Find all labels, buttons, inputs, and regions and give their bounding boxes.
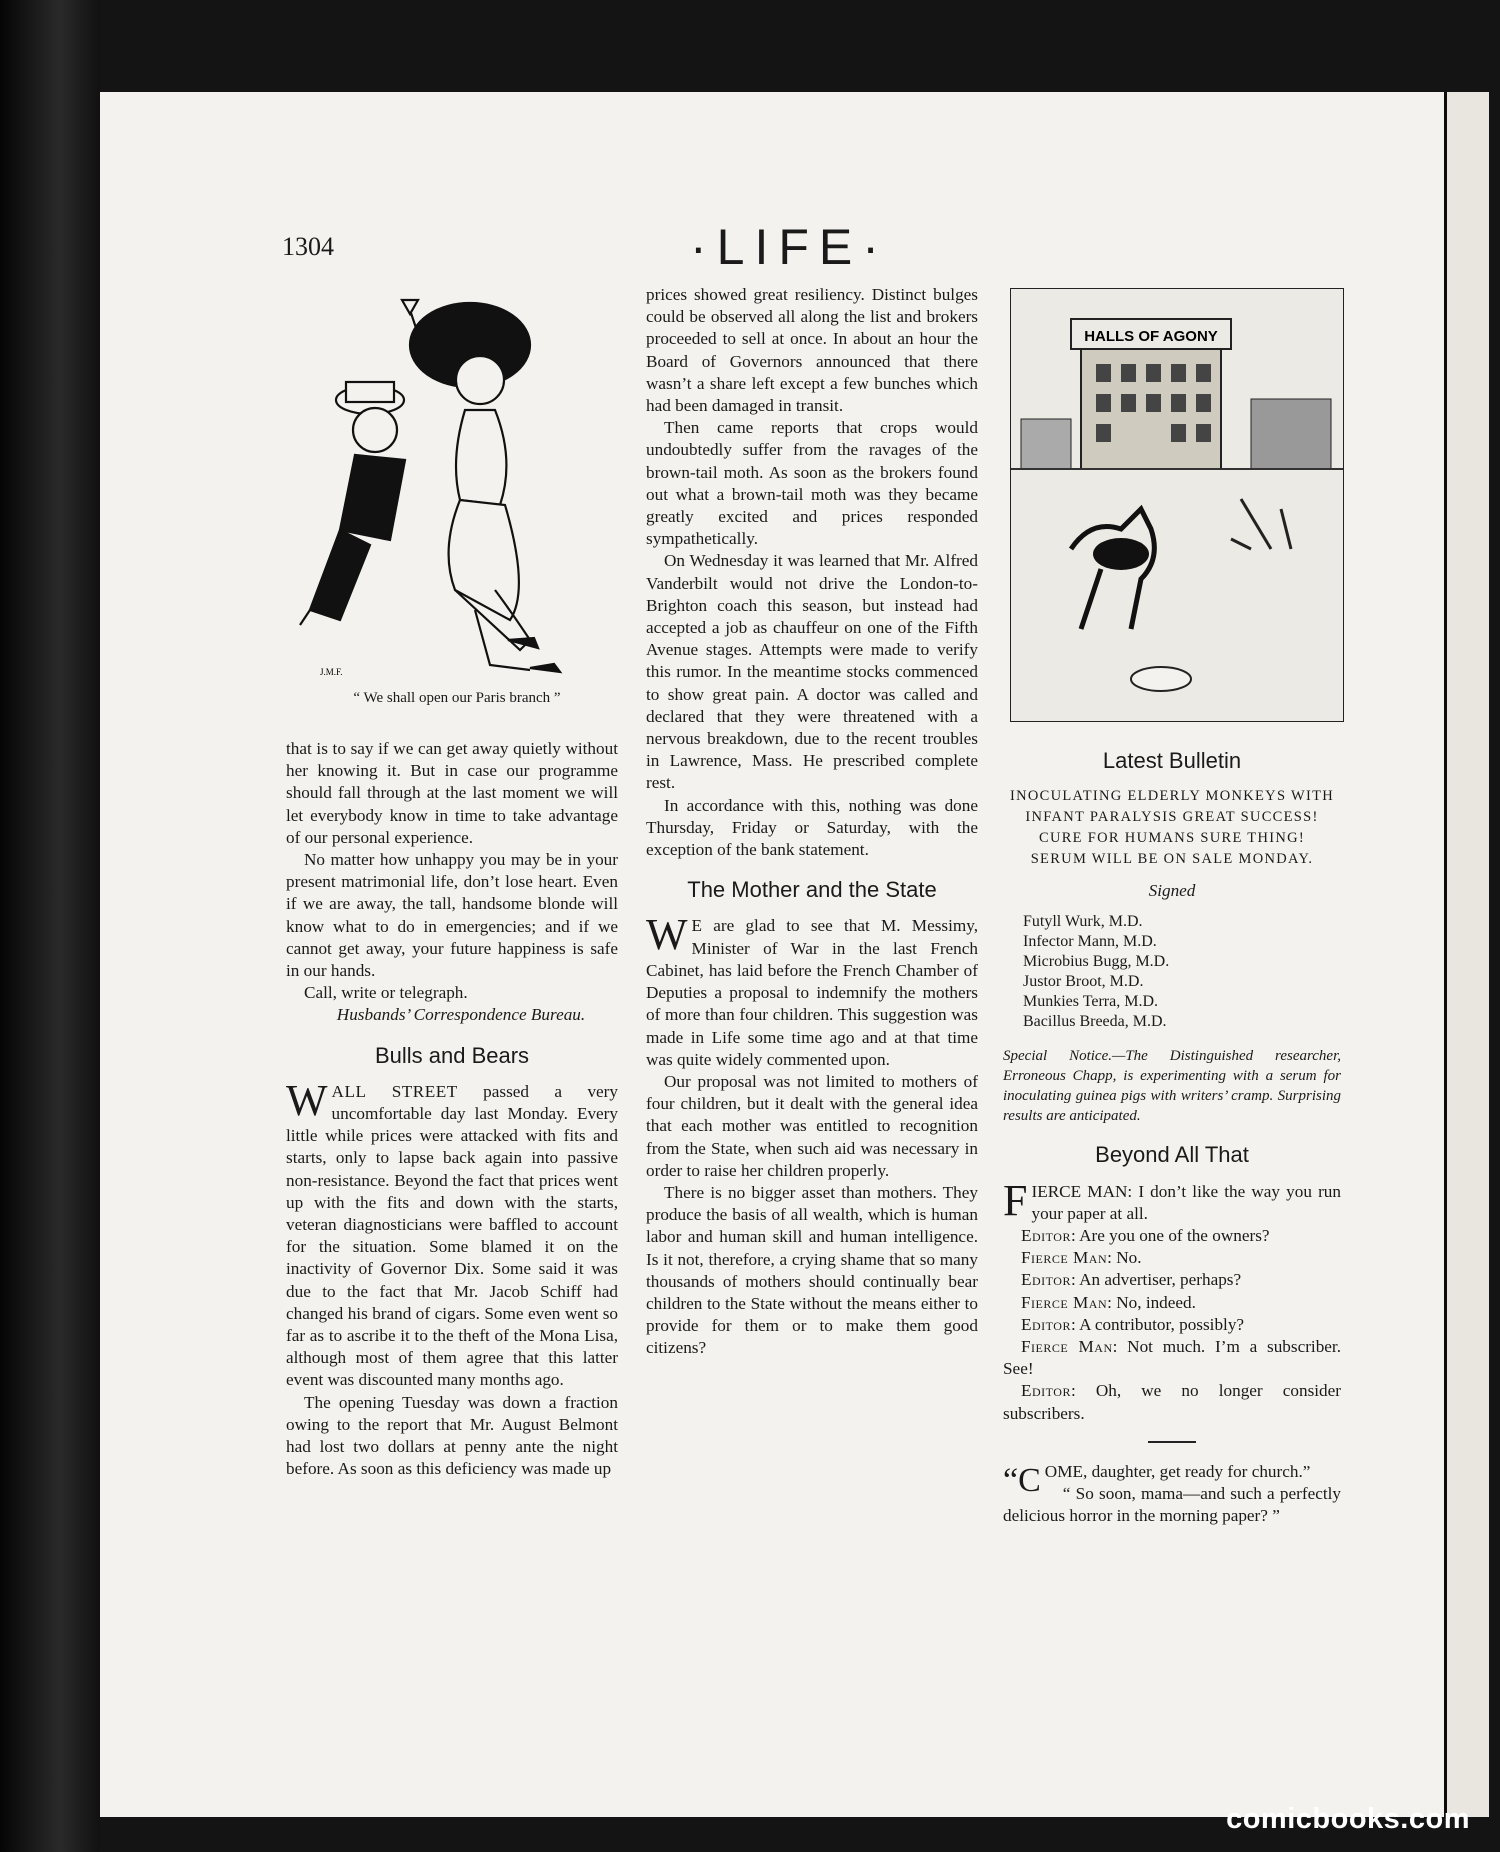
col2-paragraph: Then came reports that crops would undoubtedly suffer from the ravages of the brown-tail moth. As soon as the brokers found out what a brown-tail moth was they became greatly excited and prices responded sympathetically. (646, 418, 978, 549)
column-2 (646, 284, 978, 1360)
bulletin-line: INFANT PARALYSIS GREAT SUCCESS! (1025, 809, 1319, 826)
page-number: 1304 (282, 232, 334, 261)
column-1 (286, 738, 618, 1481)
bulletin-line: INOCULATING ELDERLY MONKEYS WITH (1009, 788, 1335, 805)
dropcap: W (286, 1075, 328, 1125)
speaker-label: Fierce Man (1021, 1292, 1108, 1312)
dropcap: “C (1003, 1461, 1041, 1499)
bulletin-line: CURE FOR HUMANS SURE THING! (1038, 830, 1306, 847)
speaker-label: Editor (1021, 1381, 1071, 1401)
dialogue-line: : Not much. I’m a subscriber. See! (1003, 1337, 1341, 1379)
building-sign: HALLS OF AGONY (1084, 328, 1218, 345)
dialogue-line: : Oh, we no longer consider subscribers. (1003, 1381, 1341, 1423)
speaker-label: Editor (1021, 1226, 1071, 1246)
dialogue-line: : Are you one of the owners? (1070, 1226, 1270, 1246)
col1-paragraph: Call, write or telegraph. (304, 983, 468, 1003)
col2-paragraph: On Wednesday it was learned that Mr. Alfred Vanderbilt would not drive the London-to-Brighton coach this season, but instead had accepted a job as chauffeur on one of the Fifth Avenue stages. Attempts were made to verify this rumor. In the meantime stocks commenced to show great pain. A doctor was called and declared that they were threatened with a nervous breakdown, due to the recent troubles in Lawrence, Mass. He prescribed complete rest. (646, 551, 978, 793)
joke-line: “ So soon, mama—and such a perfectly delicious horror in the morning paper? ” (1003, 1484, 1341, 1526)
dialogue-line: : No. (1107, 1248, 1142, 1268)
cartoon-couple-illustration (280, 290, 630, 680)
heading-latest-bulletin: Latest Bulletin (1102, 748, 1242, 773)
col1-paragraph: The opening Tuesday was down a fraction owing to the report that Mr. August Belmont had lost two dollars at penny ante the night before. As soon as this deficiency was made up (286, 1392, 618, 1479)
speaker-label: Fierce Man (1021, 1337, 1113, 1357)
col2-paragraph: prices showed great resiliency. Distinct bulges could be observed all along the list and brokers proceeded to sell at once. In about an hour the Board of Governors announced that there wasn’t a share left except a few bunches which had been damaged in transit. (646, 285, 978, 416)
dialogue-line: : A contributor, possibly? (1070, 1314, 1245, 1334)
col1-paragraph: that is to say if we can get away quietly without her knowing it. But in case our programme should fall through at the last moment we will let everybody know in time to take advantage of our personal experience. (286, 739, 618, 847)
doctor-name: Justor Broot, M.D. (1023, 973, 1144, 991)
masthead-title: ·LIFE· (690, 219, 889, 275)
bulletin-line: SERUM WILL BE ON SALE MONDAY. (1030, 851, 1314, 868)
heading-bulls-and-bears: Bulls and Bears (374, 1042, 530, 1068)
dropcap: F (1003, 1175, 1028, 1225)
section-divider (1148, 1441, 1196, 1443)
col2-paragraph: Our proposal was not limited to mothers of four children, but it dealt with the general idea that each mother was entitled to recognition from the State, when such aid was necessary in order to raise her children properly. (646, 1071, 978, 1180)
col2-paragraph: In accordance with this, nothing was done Thursday, Friday or Saturday, with the exception of the bank statement. (646, 795, 978, 860)
special-notice: Special Notice.—The Distinguished researcher, Erroneous Chapp, is experimenting with a serum for inoculating guinea pigs with writers’ cramp. Surprising results are anticipated. (1003, 1048, 1341, 1125)
dropcap: W (646, 910, 688, 960)
col1-paragraph: No matter how unhappy you may be in your present matrimonial life, don’t lose heart. Even if we are away, the tall, handsome blonde will know what to do in emergencies; and if we cannot get away, your future happiness is safe in our hands. (286, 850, 618, 981)
joke-line: OME, daughter, get ready for church.” (1044, 1461, 1311, 1481)
halls-of-agony-illustration (1010, 288, 1344, 722)
doctor-name: Microbius Bugg, M.D. (1023, 953, 1170, 971)
doctor-name: Futyll Wurk, M.D. (1023, 913, 1143, 931)
speaker-label: Editor (1021, 1314, 1071, 1334)
illustration-signature: J.M.F. (320, 667, 343, 677)
scan-edge-left (0, 0, 100, 1852)
col1-signoff: Husbands’ Correspondence Bureau. (336, 1005, 586, 1025)
speaker-label: Fierce Man (1021, 1248, 1108, 1268)
col2-paragraph: are glad to see that M. Messimy, Minister of War in the last French Cabinet, has laid before the French Chamber of Deputies a proposal to indemnify the mothers of more than four children. This suggestion was made in Life some time ago and at that time was quite widely commented upon. (646, 916, 978, 1069)
signed-label: Signed (1148, 881, 1196, 901)
doctor-name: Munkies Terra, M.D. (1023, 993, 1159, 1011)
doctor-name: Infector Mann, M.D. (1023, 933, 1157, 951)
watermark: comicbooks.com (1226, 1803, 1470, 1835)
illustration-caption: “ We shall open our Paris branch ” (353, 690, 561, 706)
dialogue-line: IERCE MAN: I don’t like the way you run your paper at all. (1031, 1181, 1341, 1223)
col2-paragraph: There is no bigger asset than mothers. They produce the basis of all wealth, which is human labor and human skill and human intelligence. Is it not, therefore, a crying shame that so many thousands of mothers should continually bear children to the State without the means either to provide for them or to make them good citizens? (646, 1182, 978, 1358)
doctor-name: Bacillus Breeda, M.D. (1023, 1013, 1167, 1031)
heading-mother-and-state: The Mother and the State (687, 877, 937, 903)
speaker-label: Editor (1021, 1270, 1071, 1290)
dialogue-line: : No, indeed. (1107, 1292, 1196, 1312)
lead-letter: E (691, 916, 703, 936)
col1-paragraph: passed a very uncomfortable day last Monday. Every little while prices were attacked with fits and starts, only to lapse back again into passive non-resistance. Beyond the fact that prices went up with the fits and down with the starts, veteran diagnosticians were baffled to account for the situation. Some blamed it on the inactivity of Governor Dix. Some said it was due to the fact that Mr. Jacob Schiff had changed his brand of cigars. Some even went so far as to ascribe it to the theft of the Mona Lisa, although most of them agree that this latter event was discounted many months ago. (286, 1081, 618, 1390)
column-3 (1003, 750, 1341, 1527)
dialogue-line: : An advertiser, perhaps? (1070, 1270, 1242, 1290)
heading-beyond-all-that: Beyond All That (1095, 1142, 1249, 1168)
lead-caps: ALL STREET (331, 1081, 458, 1101)
page-spine (1444, 92, 1489, 1817)
